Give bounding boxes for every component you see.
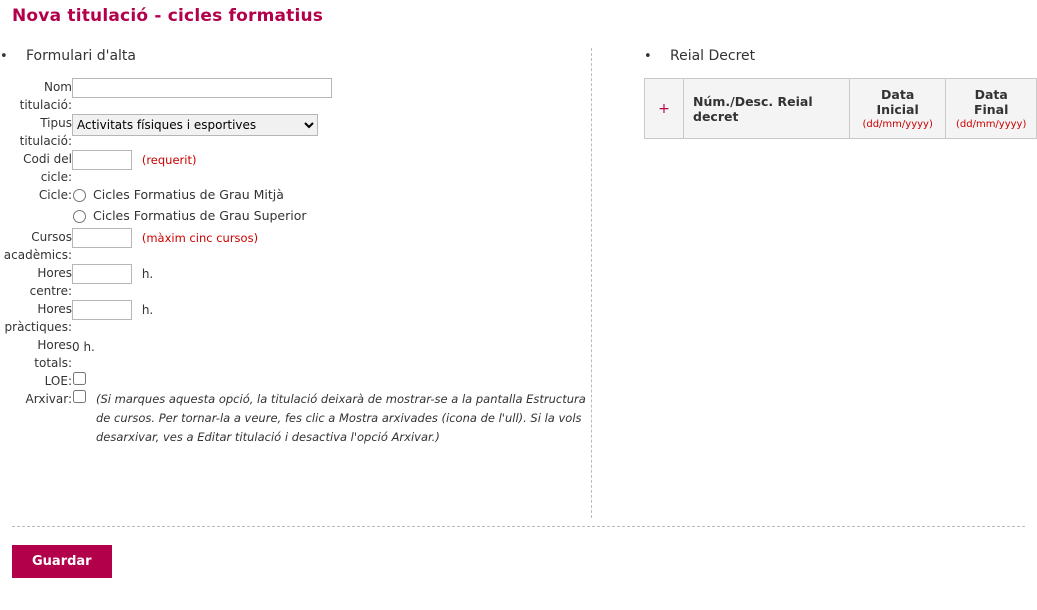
nom-label: Nom titulació:	[19, 80, 72, 112]
hores-practiques-unit: h.	[141, 303, 154, 317]
decret-column	[592, 48, 1037, 139]
codi-label: Codi del cicle:	[23, 152, 72, 184]
cicle-option-superior[interactable]	[72, 207, 591, 225]
row-loe	[0, 372, 591, 390]
hores-centre-unit: h.	[141, 267, 154, 281]
arxivar-label: Arxivar:	[25, 392, 72, 406]
hores-practiques-label: Hores pràctiques:	[4, 302, 72, 334]
codi-cicle-input[interactable]	[72, 150, 132, 170]
decret-section-heading	[644, 48, 1037, 64]
row-hores-totals	[0, 336, 591, 372]
alta-form	[0, 78, 591, 447]
codi-required-hint: (requerit)	[141, 153, 197, 167]
cicle-label-mitja: Cicles Formatius de Grau Mitjà	[93, 187, 284, 202]
hores-centre-label: Hores centre:	[29, 266, 72, 298]
arxivar-checkbox[interactable]	[73, 390, 86, 403]
arxivar-note: (Si marques aquesta opció, la titulació deixarà de mostrar-se a la pantalla Estructura de cursos. Per tornar-la a veure, fes clic a Mostra arxivades (icona de l'ull). Si la vols desarxivar, ves a Editar titulació i desactiva l'opció Arxivar.)	[96, 392, 586, 444]
cursos-academics-input[interactable]	[72, 228, 132, 248]
hores-totals-value: 0 h.	[72, 340, 95, 354]
table-header-row	[645, 79, 1037, 139]
hores-totals-label: Hores totals:	[34, 338, 72, 370]
row-nom	[0, 78, 591, 114]
cicle-option-mitja[interactable]	[72, 186, 591, 204]
row-arxivar	[0, 390, 591, 447]
decret-section-title: Reial Decret	[670, 48, 756, 64]
bullet-icon: •	[644, 49, 652, 64]
column-header-num-desc	[684, 79, 850, 139]
cicle-radio-superior[interactable]	[73, 210, 86, 223]
footer-divider	[12, 526, 1025, 527]
row-codi	[0, 150, 591, 186]
tipus-titulacio-select[interactable]	[72, 114, 318, 136]
column-format-data-inicial: (dd/mm/yyyy)	[862, 119, 933, 130]
row-tipus	[0, 114, 591, 150]
reial-decret-table	[644, 78, 1037, 139]
column-format-data-final: (dd/mm/yyyy)	[955, 119, 1027, 130]
form-section-heading	[0, 48, 591, 64]
cicle-label: Cicle:	[38, 188, 72, 202]
bullet-icon: •	[0, 49, 8, 64]
row-hores-centre	[0, 264, 591, 300]
row-hores-practiques	[0, 300, 591, 336]
save-button[interactable]: Guardar	[12, 545, 112, 578]
add-decret-button[interactable]: +	[645, 79, 684, 139]
column-label-data-inicial: Data Inicial	[876, 87, 919, 117]
hores-practiques-input[interactable]	[72, 300, 132, 320]
tipus-label: Tipus titulació:	[19, 116, 72, 148]
hores-centre-input[interactable]	[72, 264, 132, 284]
nom-titulacio-input[interactable]	[72, 78, 332, 98]
cicle-radio-mitja[interactable]	[73, 189, 86, 202]
row-cicle	[0, 186, 591, 228]
loe-checkbox[interactable]	[73, 372, 86, 385]
column-header-data-inicial	[849, 79, 945, 139]
cursos-label: Cursos acadèmics:	[3, 230, 72, 262]
content-columns	[0, 48, 1037, 518]
column-label-data-final: Data Final	[973, 87, 1009, 117]
loe-label: LOE:	[44, 374, 72, 388]
page-title: Nova titulació - cicles formatius	[12, 6, 324, 26]
form-section-title: Formulari d'alta	[26, 48, 136, 64]
cursos-hint: (màxim cinc cursos)	[141, 231, 259, 245]
column-header-data-final	[946, 79, 1037, 139]
column-label-num-desc: Núm./Desc. Reial decret	[693, 93, 813, 124]
cicle-label-superior: Cicles Formatius de Grau Superior	[93, 208, 307, 223]
form-column	[0, 48, 592, 518]
row-cursos	[0, 228, 591, 264]
